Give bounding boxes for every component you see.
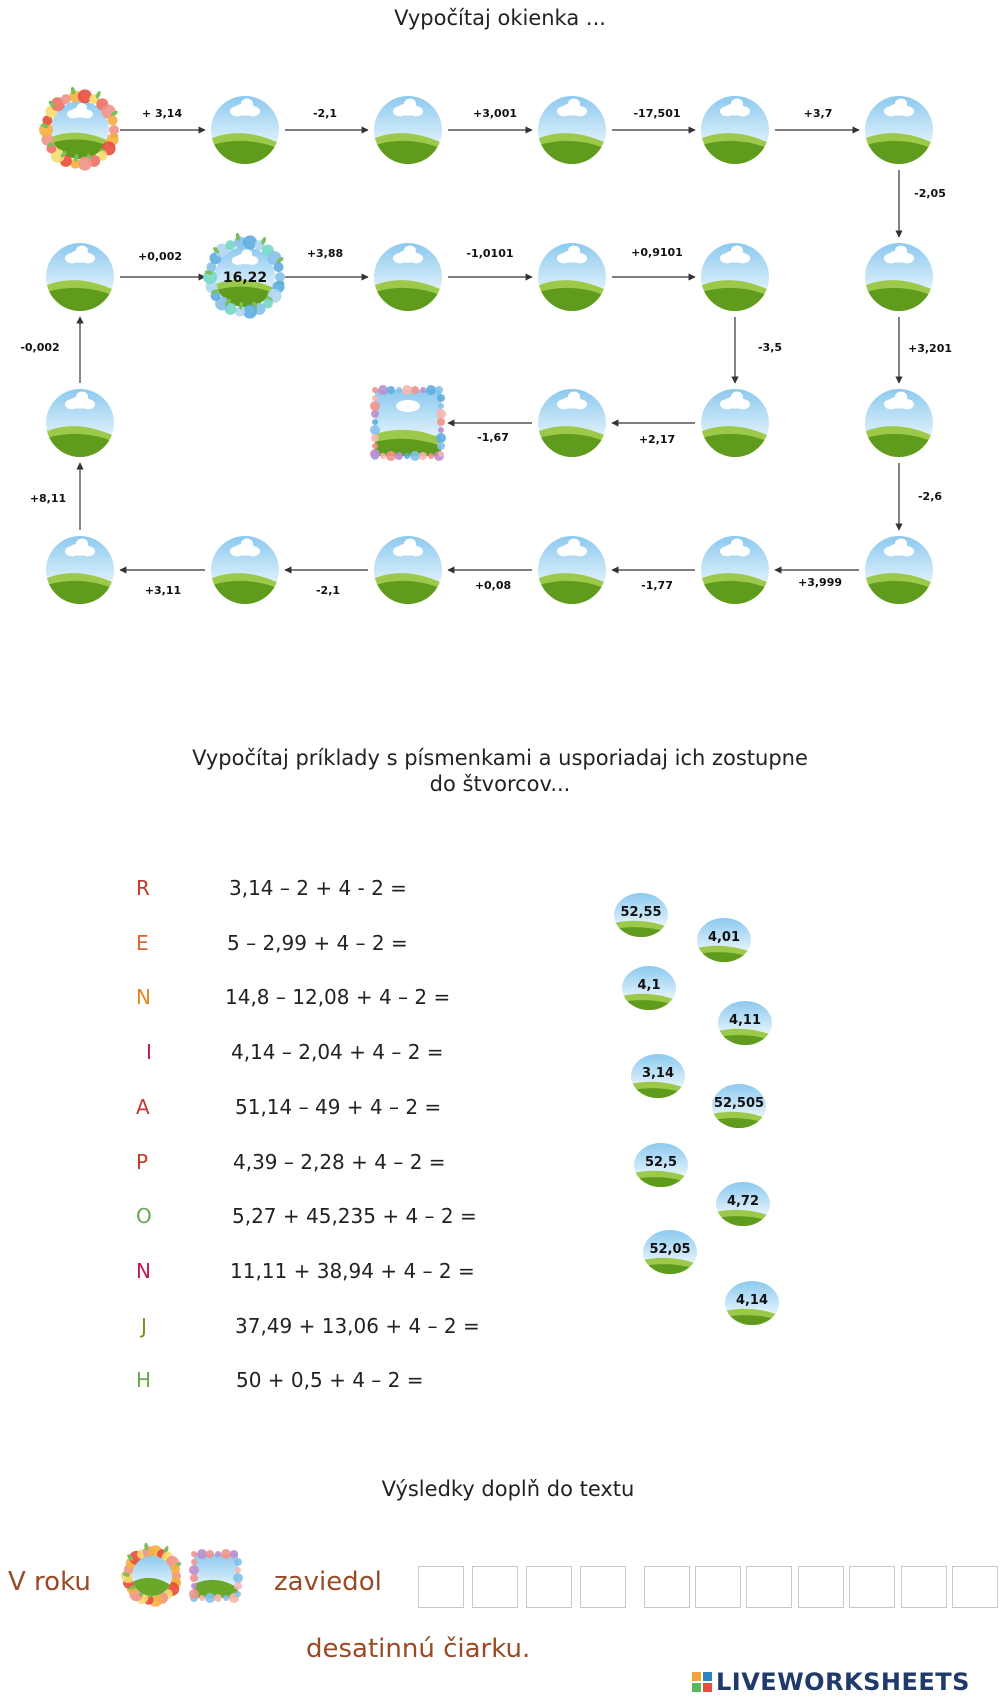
answer-value: 4,11	[728, 1013, 762, 1028]
row-letter: N	[136, 985, 151, 1010]
operation-label: +3,7	[803, 107, 833, 120]
letter-box[interactable]	[901, 1566, 947, 1608]
operation-label: -2,6	[917, 490, 943, 503]
operation-label: +0,08	[474, 579, 512, 592]
operation-label: +8,11	[29, 492, 67, 505]
sentence-end: desatinnú čiarku.	[306, 1634, 531, 1664]
operation-label: -2,05	[914, 187, 946, 200]
answer-circle[interactable]	[701, 389, 769, 457]
answer-value: 52,5	[644, 1155, 678, 1170]
sentence-middle: zaviedol	[274, 1567, 382, 1597]
operation-label: +0,9101	[631, 246, 683, 259]
answer-bubble[interactable]	[622, 966, 676, 1010]
answer-circle[interactable]	[211, 96, 279, 164]
operation-label: +3,88	[306, 247, 344, 260]
answer-circle[interactable]	[374, 96, 442, 164]
letter-box[interactable]	[695, 1566, 741, 1608]
section2-title-line2: do štvorcov...	[429, 772, 571, 796]
operation-label: -1,67	[477, 431, 509, 444]
row-letter: R	[136, 876, 150, 900]
row-expression: 37,49 + 13,06 + 4 – 2 =	[235, 1313, 480, 1338]
answer-bubble[interactable]	[725, 1281, 779, 1325]
answer-circle[interactable]	[538, 389, 606, 457]
operation-label: -3,5	[757, 341, 783, 354]
operation-label: +3,201	[907, 342, 953, 355]
brand-logo	[692, 1668, 970, 1696]
row-letter: H	[136, 1368, 152, 1393]
answer-value: 52,05	[649, 1242, 691, 1257]
operation-label: +3,001	[472, 107, 518, 120]
letter-box[interactable]	[418, 1566, 464, 1608]
sentence-picture-square	[194, 1554, 238, 1598]
letter-box[interactable]	[849, 1566, 895, 1608]
operation-label: + 3,14	[141, 107, 183, 120]
answer-circle[interactable]	[701, 96, 769, 164]
answer-value: 3,14	[641, 1066, 675, 1081]
answer-value: 4,01	[707, 930, 741, 945]
operation-label: -1,77	[641, 579, 673, 592]
answer-value: 4,1	[637, 978, 661, 993]
answer-circle[interactable]	[701, 536, 769, 604]
answer-bubble[interactable]	[718, 1001, 772, 1045]
row-letter: A	[136, 1094, 150, 1119]
row-letter: N	[136, 1258, 151, 1283]
letter-box[interactable]	[580, 1566, 626, 1608]
row-expression: 5,27 + 45,235 + 4 – 2 =	[232, 1204, 477, 1229]
answer-value: 4,72	[726, 1194, 760, 1209]
answer-circle[interactable]	[865, 389, 933, 457]
operation-label: -0,002	[20, 341, 60, 354]
letter-box[interactable]	[952, 1566, 998, 1608]
letter-box[interactable]	[472, 1566, 518, 1608]
answer-circle[interactable]	[701, 243, 769, 311]
answer-circle[interactable]	[46, 243, 114, 311]
row-expression: 51,14 – 49 + 4 – 2 =	[235, 1094, 442, 1119]
answer-circle[interactable]	[374, 243, 442, 311]
operation-label: +0,002	[137, 250, 183, 263]
row-letter: I	[146, 1040, 152, 1065]
operation-label: +2,17	[638, 433, 676, 446]
answer-circle[interactable]	[46, 536, 114, 604]
answer-value: 4,14	[735, 1293, 769, 1308]
row-expression: 50 + 0,5 + 4 – 2 =	[236, 1368, 424, 1393]
answer-circle[interactable]	[538, 536, 606, 604]
letter-box[interactable]	[746, 1566, 792, 1608]
answer-bubble[interactable]	[716, 1182, 770, 1226]
answer-bubble[interactable]	[631, 1054, 685, 1098]
answer-bubble[interactable]	[634, 1143, 688, 1187]
section2-title-line1: Vypočítaj príklady s písmenkami a usporiadaj ich zostupne	[192, 746, 808, 770]
operation-label: +3,11	[144, 584, 182, 597]
operation-label: -1,0101	[466, 247, 514, 260]
letter-box[interactable]	[526, 1566, 572, 1608]
answer-circle[interactable]	[211, 536, 279, 604]
sentence-picture	[132, 1556, 172, 1596]
answer-circle[interactable]	[46, 389, 114, 457]
row-letter: P	[136, 1149, 149, 1174]
answer-circle[interactable]	[865, 536, 933, 604]
section1-title: Vypočítaj okienka ...	[394, 6, 606, 30]
section3-title: Výsledky doplň do textu	[381, 1477, 635, 1501]
operation-label: -17,501	[633, 107, 681, 120]
sentence-start: V roku	[8, 1567, 91, 1597]
row-expression: 4,39 – 2,28 + 4 – 2 =	[233, 1149, 446, 1174]
liveworksheets-icon	[692, 1672, 712, 1692]
answer-circle[interactable]	[538, 243, 606, 311]
row-letter: J	[141, 1313, 147, 1338]
answer-bubble[interactable]	[643, 1230, 697, 1274]
start-value: 16,22	[222, 270, 268, 286]
answer-bubble[interactable]	[614, 893, 668, 937]
answer-value: 52,55	[620, 905, 662, 920]
row-letter: E	[136, 930, 149, 955]
final-node[interactable]	[375, 390, 441, 456]
operation-label: -2,1	[315, 584, 341, 597]
answer-circle[interactable]	[865, 243, 933, 311]
answer-circle[interactable]	[538, 96, 606, 164]
answer-value: 52,505	[713, 1096, 765, 1111]
row-expression: 4,14 – 2,04 + 4 – 2 =	[231, 1040, 444, 1065]
answer-bubble[interactable]	[712, 1084, 766, 1128]
row-expression: 14,8 – 12,08 + 4 – 2 =	[225, 985, 451, 1010]
operation-label: +3,999	[797, 576, 843, 589]
operation-label: -2,1	[312, 107, 338, 120]
answer-bubble[interactable]	[697, 918, 751, 962]
row-expression: 5 – 2,99 + 4 – 2 =	[227, 930, 408, 955]
row-letter: O	[136, 1204, 152, 1229]
letter-box[interactable]	[798, 1566, 844, 1608]
answer-circle[interactable]	[374, 536, 442, 604]
row-expression: 11,11 + 38,94 + 4 – 2 =	[230, 1258, 475, 1283]
row-expression: 3,14 – 2 + 4 - 2 =	[229, 876, 407, 900]
brand-name: LIVEWORKSHEETS	[716, 1668, 970, 1696]
letter-box[interactable]	[644, 1566, 690, 1608]
answer-circle[interactable]	[865, 96, 933, 164]
